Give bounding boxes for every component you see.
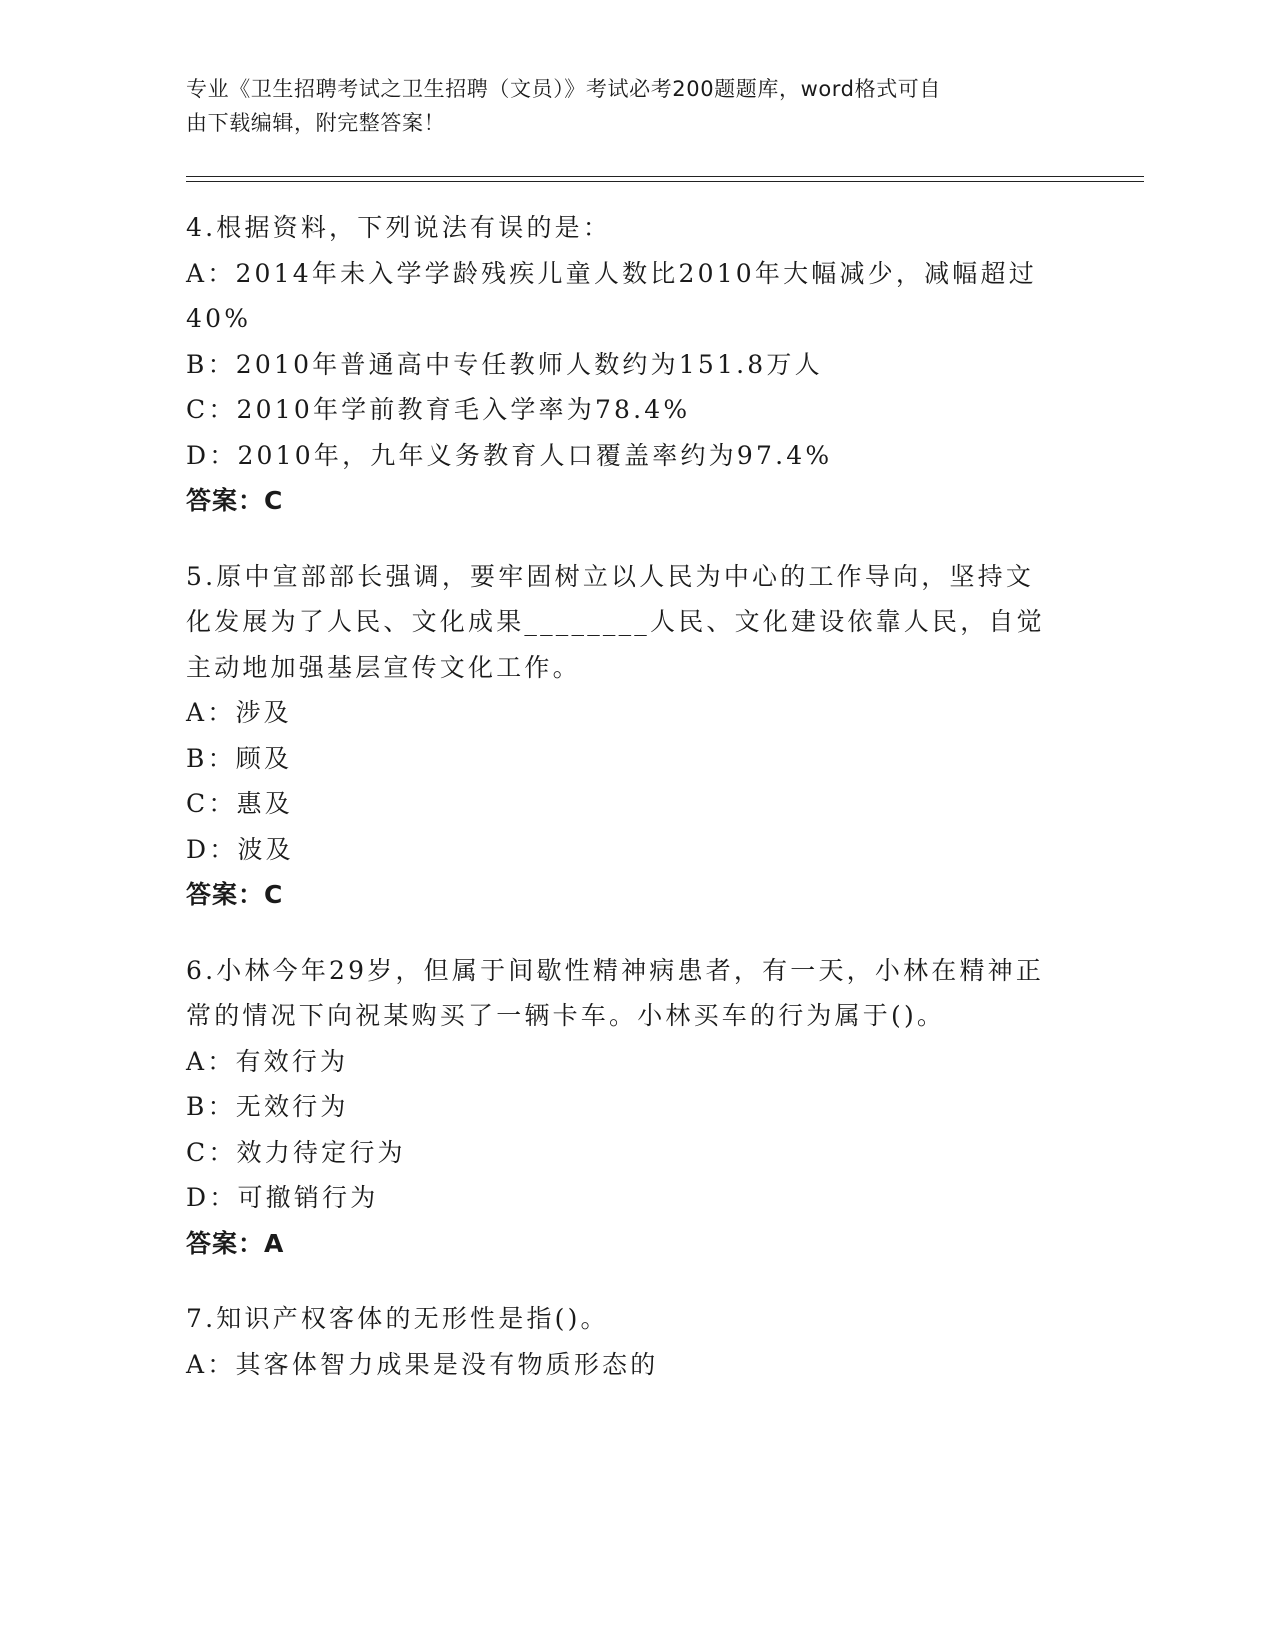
stem-line: 化发展为了人民、文化成果________人民、文化建设依靠人民，自觉 xyxy=(186,607,1045,636)
option-d: D：波及 xyxy=(186,834,294,864)
question-4 xyxy=(186,205,1086,524)
stem-line: 常的情况下向祝某购买了一辆卡车。小林买车的行为属于()。 xyxy=(186,1001,946,1030)
stem-line: 6.小林今年29岁，但属于间歇性精神病患者，有一天，小林在精神正 xyxy=(186,955,1045,985)
question-5 xyxy=(186,554,1086,918)
stem-line: 4.根据资料，下列说法有误的是： xyxy=(186,213,612,242)
option-b: B：2010年普通高中专任教师人数约为151.8万人 xyxy=(186,349,823,379)
stem-line: 5.原中宣部部长强调，要牢固树立以人民为中心的工作导向，坚持文 xyxy=(186,561,1035,591)
option-a-line-cont: 40% xyxy=(186,304,252,333)
option-a xyxy=(186,251,1086,342)
question-stem xyxy=(186,205,1066,251)
question-stem xyxy=(186,554,1066,691)
option-d: D：2010年，九年义务教育人口覆盖率约为97.4% xyxy=(186,440,833,470)
option-c: C：效力待定行为 xyxy=(186,1137,406,1167)
question-stem xyxy=(186,1296,1066,1342)
question-stem xyxy=(186,948,1066,1039)
question-7 xyxy=(186,1296,1086,1387)
document-header xyxy=(186,72,1066,140)
option-a: A：涉及 xyxy=(186,698,292,727)
option-a-line: A：2014年未入学学龄残疾儿童人数比2010年大幅减少，减幅超过 xyxy=(186,258,1037,288)
header-line-1: 专业《卫生招聘考试之卫生招聘（文员）》考试必考200题题库，word格式可自 xyxy=(186,77,941,101)
option-a: A：有效行为 xyxy=(186,1046,349,1076)
stem-line: 7.知识产权客体的无形性是指()。 xyxy=(186,1304,609,1333)
answer: 答案：A xyxy=(186,1228,285,1258)
header-line-2: 由下载编辑，附完整答案！ xyxy=(186,111,446,135)
header-divider-bottom xyxy=(186,181,1144,182)
option-c: C：2010年学前教育毛入学率为78.4% xyxy=(186,395,691,424)
option-b: B：无效行为 xyxy=(186,1092,349,1121)
question-list xyxy=(186,205,1086,1417)
answer: 答案：C xyxy=(186,486,284,515)
option-a: A：其客体智力成果是没有物质形态的 xyxy=(186,1349,659,1379)
option-c: C：惠及 xyxy=(186,789,293,818)
header-divider-top xyxy=(186,176,1144,177)
question-6 xyxy=(186,948,1086,1267)
option-b: B：顾及 xyxy=(186,743,293,773)
stem-line: 主动地加强基层宣传文化工作。 xyxy=(186,652,581,682)
option-d: D：可撤销行为 xyxy=(186,1183,379,1212)
answer: 答案：C xyxy=(186,880,284,909)
